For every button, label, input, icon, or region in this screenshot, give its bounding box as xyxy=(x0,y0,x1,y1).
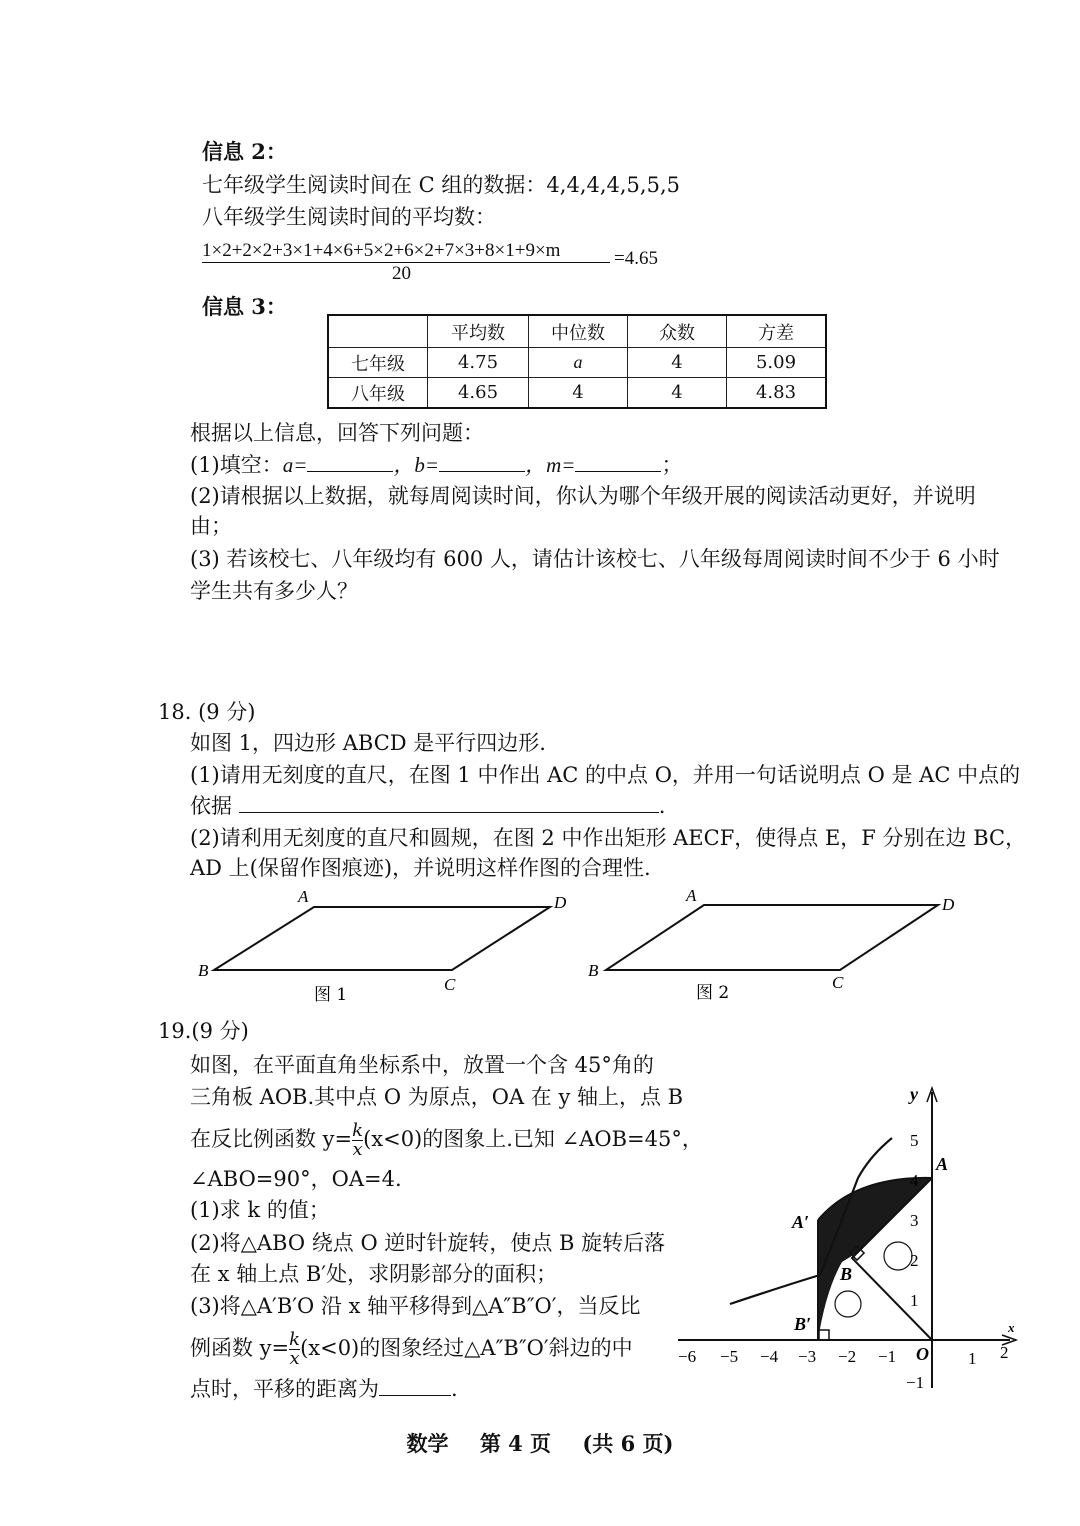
vertex-c-label: C xyxy=(832,973,844,992)
x-tick-label: 1 xyxy=(968,1349,977,1368)
table-header-row xyxy=(328,315,826,348)
x-tick-label: −6 xyxy=(678,1347,697,1366)
point-a-prime-label: A′ xyxy=(792,1212,810,1232)
x-tick-label: −1 xyxy=(878,1347,897,1366)
q19-line2: 三角板 AOB.其中点 O 为原点，OA 在 y 轴上，点 B xyxy=(190,1085,684,1109)
q18-part2-line2: AD 上(保留作图痕迹)，并说明这样作图的合理性. xyxy=(190,856,651,880)
table-cell: 4 xyxy=(628,378,727,409)
table-cell: 八年级 xyxy=(328,378,428,409)
x-tick-label: −4 xyxy=(760,1347,779,1366)
vertex-d-label: D xyxy=(554,893,567,912)
parallelogram-abcd xyxy=(214,907,550,970)
q19-part3-line2: 例函数 y= $\frac{k}{x}$ (x<0)的图象经过△A″B″O′斜边的中 xyxy=(190,1329,633,1369)
info2-heading: 信息 2： xyxy=(202,139,287,164)
table-cell: 七年级 xyxy=(328,348,428,378)
table-cell xyxy=(328,315,428,348)
figure-2-parallelogram xyxy=(580,880,980,1010)
vertex-d-label: D xyxy=(942,895,955,914)
q19-part2-line2: 在 x 轴上点 B′处，求阴影部分的面积； xyxy=(190,1262,558,1286)
vertex-b-label: B xyxy=(198,961,209,980)
q19-line3: 在反比例函数 y= $\frac{k}{x}$ (x<0)的图象上.已知 ∠AOB=45°， xyxy=(190,1120,703,1160)
vertex-c-label: C xyxy=(444,975,456,994)
circle-mark xyxy=(835,1291,861,1317)
point-a-label: A xyxy=(936,1154,949,1174)
table-cell: 中位数 xyxy=(529,315,628,348)
mean-formula-denominator: 20 xyxy=(392,263,411,284)
mean-formula-numerator: 1×2+2×2+3×1+4×6+5×2+6×2+7×3+8×1+9×m xyxy=(202,240,561,261)
figure-2-caption: 图 2 xyxy=(696,983,730,1003)
table-cell: 4.65 xyxy=(428,378,529,409)
q18-title: 18. (9 分) xyxy=(158,700,256,724)
fraction-k-over-x: $\frac{k}{x}$ xyxy=(289,1329,301,1369)
x-tick-labels xyxy=(678,1343,1009,1368)
fraction-k-over-x: $\frac{k}{x}$ xyxy=(352,1120,364,1160)
stats-table xyxy=(327,314,827,409)
q17-part2-line1: (2)请根据以上数据，就每周阅读时间，你认为哪个年级开展的阅读活动更好，并说明 xyxy=(190,484,976,508)
info2-line2: 八年级学生阅读时间的平均数： xyxy=(202,205,496,229)
y-tick-label: −1 xyxy=(906,1373,925,1392)
q17-part1: (1)填空：a= ，b= ，m= ； xyxy=(190,453,683,477)
figure-1-caption: 图 1 xyxy=(314,985,348,1005)
x-tick-label: −5 xyxy=(720,1347,739,1366)
table-cell: 5.09 xyxy=(727,348,827,378)
origin-label: O xyxy=(916,1344,929,1364)
q18-part2-line1: (2)请利用无刻度的直尺和圆规，在图 2 中作出矩形 AECF，使得点 E，F 分别在边 BC， xyxy=(190,826,1027,850)
table-cell: 4 xyxy=(529,378,628,409)
table-row xyxy=(328,348,826,378)
figure-1-parallelogram xyxy=(190,880,570,1010)
parallelogram-abcd xyxy=(606,905,938,970)
q18-intro: 如图 1，四边形 ABCD 是平行四边形. xyxy=(190,731,546,755)
q19-line1: 如图，在平面直角坐标系中，放置一个含 45°角的 xyxy=(190,1053,654,1077)
y-axis-label: y xyxy=(910,1084,918,1104)
x-tick-label: −2 xyxy=(838,1347,857,1366)
footer-subject: 数学 xyxy=(406,1431,449,1456)
q19-line4: ∠ABO=90°，OA=4. xyxy=(190,1167,402,1191)
q17-part3-line1: (3) 若该校七、八年级均有 600 人，请估计该校七、八年级每周阅读时间不少于 6 小时 xyxy=(190,547,1000,571)
x-tick-label: −3 xyxy=(798,1347,817,1366)
y-tick-label: 1 xyxy=(910,1291,919,1310)
footer-total-pages: (共 6 页) xyxy=(582,1431,674,1456)
answer-blank-m[interactable] xyxy=(575,451,661,472)
table-cell: 方差 xyxy=(727,315,827,348)
q18-part1-line1: (1)请用无刻度的直尺，在图 1 中作出 AC 的中点 O，并用一句话说明点 O 是 AC 中点的 xyxy=(190,763,1021,787)
q19-part3-line3: 点时，平移的距离为 . xyxy=(190,1377,458,1401)
info3-heading: 信息 3： xyxy=(202,294,287,319)
answer-blank-distance[interactable] xyxy=(379,1375,451,1396)
mean-formula-result: =4.65 xyxy=(614,248,658,269)
y-tick-label: 4 xyxy=(910,1171,919,1190)
table-cell: a xyxy=(529,348,628,378)
q17-part3-line2: 学生共有多少人？ xyxy=(190,579,358,603)
table-cell: 平均数 xyxy=(428,315,529,348)
vertex-a-label: A xyxy=(686,886,697,905)
q19-part2-line1: (2)将△ABO 绕点 O 逆时针旋转，使点 B 旋转后落 xyxy=(190,1231,666,1255)
q19-part3-line1: (3)将△A′B′O 沿 x 轴平移得到△A″B″O′，当反比 xyxy=(190,1294,641,1318)
q17-part2-line2: 由； xyxy=(190,514,232,538)
y-tick-label: 2 xyxy=(910,1251,919,1270)
point-b-label: B xyxy=(840,1264,853,1284)
coordinate-graph xyxy=(670,1070,1040,1400)
table-row xyxy=(328,378,826,409)
answer-blank-basis[interactable] xyxy=(239,792,659,813)
page-footer xyxy=(0,1428,1080,1458)
y-tick-label: 5 xyxy=(910,1131,919,1150)
q19-part1: (1)求 k 的值； xyxy=(190,1198,330,1222)
q17-intro: 根据以上信息，回答下列问题： xyxy=(190,421,484,445)
x-axis-label: x xyxy=(1008,1320,1015,1335)
table-cell: 4.75 xyxy=(428,348,529,378)
right-angle-mark xyxy=(819,1330,829,1340)
answer-blank-b[interactable] xyxy=(439,451,525,472)
table-cell: 4.83 xyxy=(727,378,827,409)
table-cell: 众数 xyxy=(628,315,727,348)
vertex-b-label: B xyxy=(588,961,599,980)
info2-line1: 七年级学生阅读时间在 C 组的数据：4,4,4,4,5,5,5 xyxy=(202,173,680,197)
y-tick-label: 3 xyxy=(910,1211,919,1230)
q18-part1-line2: 依据 . xyxy=(190,794,666,818)
circle-mark xyxy=(884,1242,912,1270)
q19-title: 19.(9 分) xyxy=(158,1019,249,1043)
x-tick-label: 2 xyxy=(1000,1343,1009,1362)
footer-page-number: 第 4 页 xyxy=(479,1431,552,1456)
table-cell: 4 xyxy=(628,348,727,378)
vertex-a-label: A xyxy=(298,887,309,906)
point-b-prime-label: B′ xyxy=(794,1314,812,1334)
answer-blank-a[interactable] xyxy=(307,451,393,472)
